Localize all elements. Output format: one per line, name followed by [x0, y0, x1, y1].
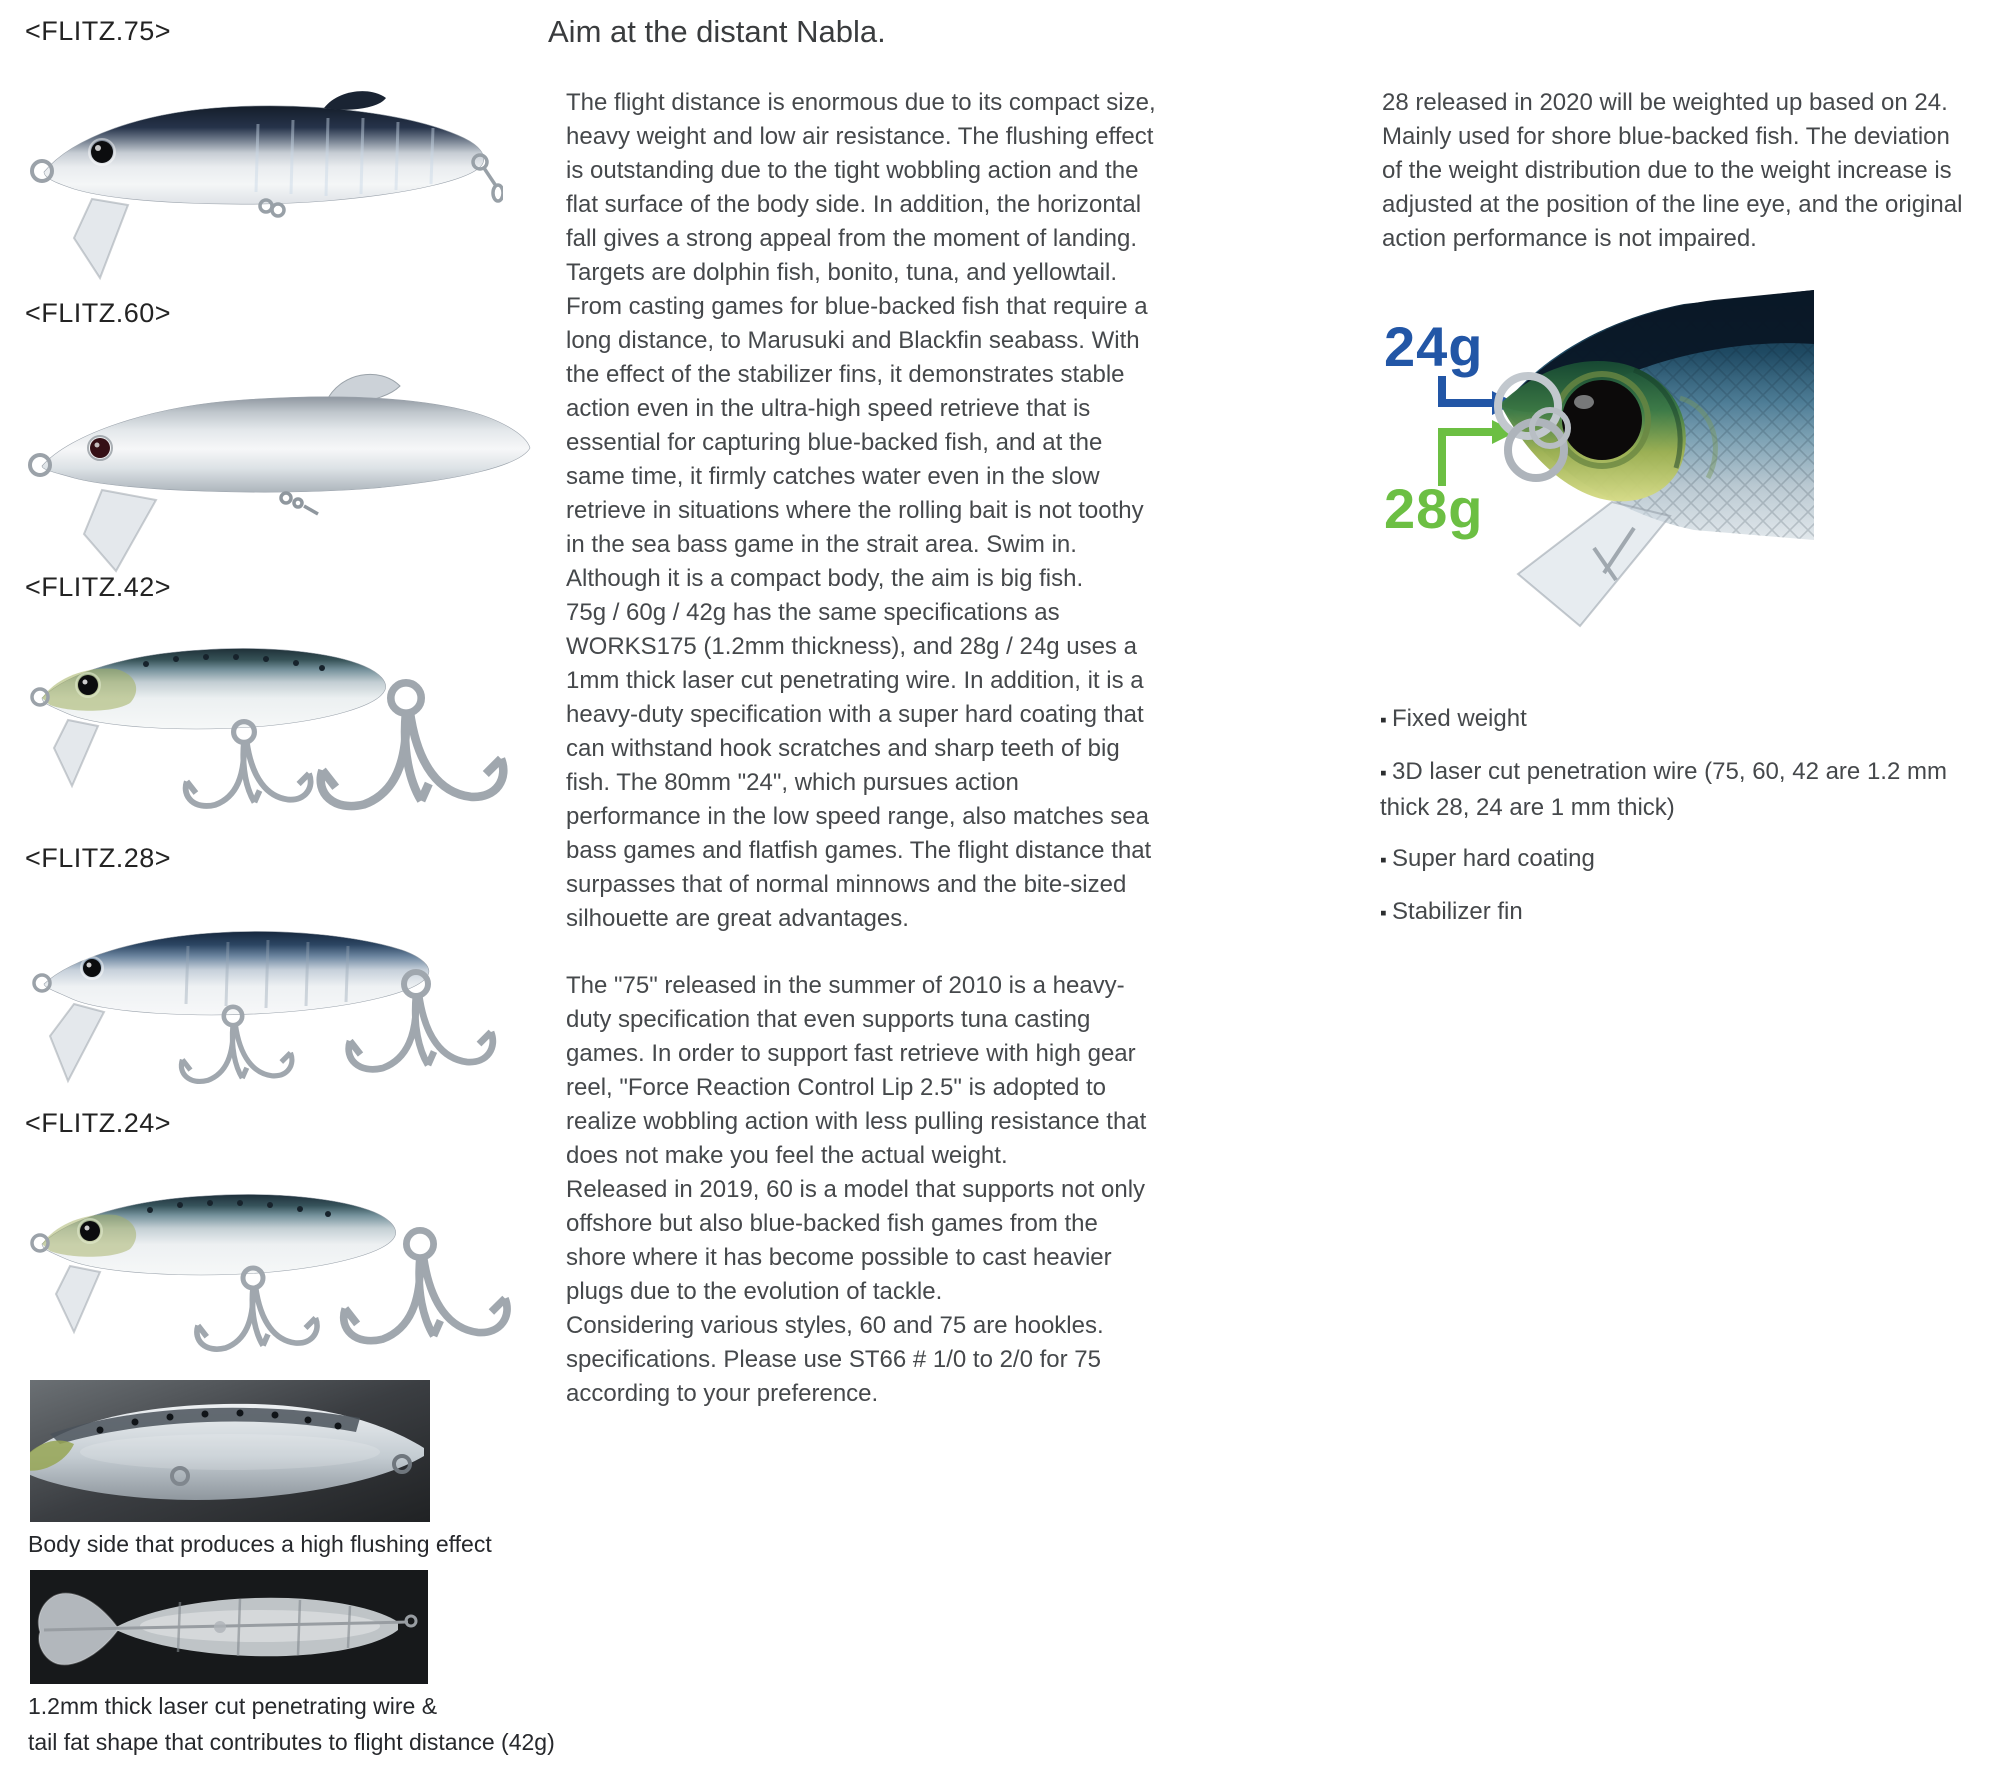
lure-eye	[91, 141, 113, 163]
product-label-flitz-60: <FLITZ.60>	[25, 298, 172, 328]
wire-photo-caption: 1.2mm thick laser cut penetrating wire & tail fat shape that contributes to flight distance (42g)	[28, 1693, 555, 1755]
product-label-flitz-75: <FLITZ.75>	[25, 16, 172, 46]
weight-note-paragraph: 28 released in 2020 will be weighted up based on 24. Mainly used for shore blue-backed fish. The deviation of the weight distribution due to the weight increase is adjusted at the position of the line eye, and the original action performance is not impaired.	[1382, 89, 1963, 252]
feature-list	[1380, 702, 2000, 948]
product-label-flitz-42: <FLITZ.42>	[25, 572, 172, 602]
belly-hardware	[281, 493, 318, 514]
flitz-42-image	[28, 596, 598, 841]
lure-lip	[74, 199, 128, 278]
body-side-photo	[30, 1380, 430, 1522]
arrow-24g	[1442, 376, 1492, 403]
flitz-75-image	[28, 52, 503, 297]
lure-eye	[78, 675, 98, 695]
lure-lip	[56, 1266, 100, 1332]
fish-head-image	[1498, 290, 1814, 626]
weight-figure	[1382, 280, 2000, 635]
lure-eye	[83, 959, 101, 977]
weight-label-28g: 28g	[1384, 477, 1484, 540]
feature-fixed-weight: ▪ Fixed weight	[1380, 702, 2000, 738]
description-paragraph-1: The flight distance is enormous due to its compact size, heavy weight and low air resistance. The flushing effect is outstanding due to the tight wobbling action and the flat surface of the body side. In addition, the horizontal fall gives a strong appeal from the moment of landing. Targets are dolphin fish, bonito, tuna, and yellowtail. From casting games for blue-backed fish that require a long distance, to Marusuki and Blackfin seabass. With the effect of the stabilizer fins, it demonstrates stable action even in the ultra-high speed retrieve that is essential for capturing blue-backed fish, and at the same time, it firmly catches water even in the slow retrieve in situations where the rolling bait is not toothy in the sea bass game in the strait area. Swim in. Although it is a compact body, the aim is big fish. 75g / 60g / 42g has the same specifications as WORKS175 (1.2mm thickness), and 28g / 24g uses a 1mm thick laser cut penetrating wire. In addition, it is a heavy-duty specification with a super hard coating that can withstand hook scratches and sharp teeth of big fish. The 80mm "24", which pursues action performance in the low speed range, also matches sea bass games and flatfish games. The flight distance that surpasses that of normal minnows and the bite-sized silhouette are great advantages.	[566, 89, 1156, 932]
flitz-24-image	[28, 1140, 578, 1388]
flitz-60-image	[28, 336, 543, 574]
feature-super-hard-coating: ▪ Super hard coating	[1380, 842, 2000, 878]
product-label-flitz-28: <FLITZ.28>	[25, 843, 172, 873]
fish-eye	[1562, 380, 1642, 460]
description-paragraph-2: The "75" released in the summer of 2010 is a heavy- duty specification that even supports tuna casting games. In order to support fast retrieve with high gear reel, "Force Reaction Control Lip 2.5" is adopted to realize wobbling action with less pulling resistance that does not make you feel the actual weight. Released in 2019, 60 is a model that supports not only offshore but also blue-backed fish games from the shore where it has become possible to cast heavier plugs due to the evolution of tackle. Considering various styles, 60 and 75 are hookles. specifications. Please use ST66 # 1/0 to 2/0 for 75 according to your preference.	[566, 972, 1147, 1407]
lure-lip	[84, 490, 156, 571]
weight-label-24g: 24g	[1384, 315, 1484, 378]
fish-lip	[1518, 502, 1670, 626]
lure-lip	[54, 720, 98, 786]
wire-photo	[30, 1570, 428, 1684]
page-title: Aim at the distant Nabla.	[548, 14, 886, 49]
lure-lip	[50, 1004, 104, 1081]
feature-penetration-wire: ▪ 3D laser cut penetration wire (75, 60, 42 are 1.2 mm thick 28, 24 are 1 mm thick)	[1380, 755, 2000, 825]
lure-body	[42, 397, 530, 492]
lure-eye	[80, 1221, 100, 1241]
lure-eye	[90, 438, 110, 458]
dorsal-fin	[324, 91, 386, 110]
feature-stabilizer-fin: ▪ Stabilizer fin	[1380, 895, 2000, 931]
flitz-28-image	[28, 876, 558, 1111]
body-side-caption: Body side that produces a high flushing effect	[28, 1531, 492, 1557]
product-label-flitz-24: <FLITZ.24>	[25, 1108, 172, 1138]
